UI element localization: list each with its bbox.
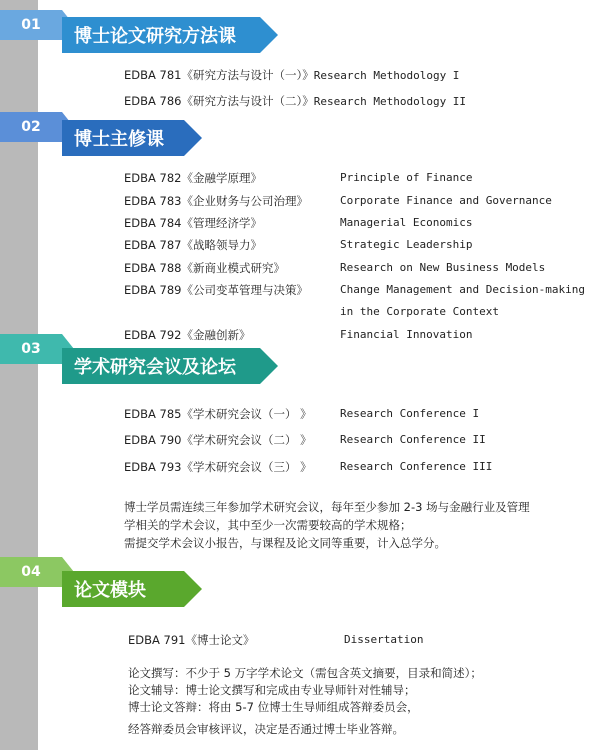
course-en: Change Management and Decision-making xyxy=(340,283,586,296)
course-en: Corporate Finance and Governance xyxy=(340,194,552,207)
paragraph-line: 博士论文答辩：将由 5-7 位博士生导师组成答辩委员会， xyxy=(128,700,419,714)
course-cn: EDBA 785《学术研究会议（一） 》 xyxy=(124,407,312,421)
course-en: Research Conference I xyxy=(340,407,480,420)
course-cn: EDBA 792《金融创新》 xyxy=(124,328,251,342)
course-en-continued: in the Corporate Context xyxy=(340,305,499,318)
course-row xyxy=(124,67,459,83)
course-en: Research on New Business Models xyxy=(340,261,546,274)
section-2-title: 博士主修课 xyxy=(74,129,164,150)
course-en: Research Conference II xyxy=(340,433,486,446)
section-3-title: 学术研究会议及论坛 xyxy=(74,357,236,378)
banner-arrow-icon xyxy=(184,571,202,607)
banner-arrow-icon xyxy=(260,348,278,384)
course-cn: EDBA 782《金融学原理》 xyxy=(124,171,262,185)
section-4-banner xyxy=(62,571,184,607)
banner-arrow-icon xyxy=(184,120,202,156)
course-cn: EDBA 791《博士论文》 xyxy=(128,633,255,647)
section-4-number: 04 xyxy=(21,564,41,580)
section-3-number: 03 xyxy=(21,341,41,357)
paragraph-line: 博士学员需连续三年参加学术研究会议，每年至少参加 2-3 场与金融行业及管理 xyxy=(124,500,530,514)
paragraph-line: 论文辅导：博士论文撰写和完成由专业导师针对性辅导； xyxy=(128,683,416,697)
course-cn: EDBA 786《研究方法与设计（二）》 xyxy=(124,94,314,108)
paragraph-line: 经答辩委员会审核评议，决定是否通过博士毕业答辩。 xyxy=(128,722,404,736)
course-cn: EDBA 783《企业财务与公司治理》 xyxy=(124,194,308,208)
course-en: Research Conference III xyxy=(340,460,493,473)
section-1-number: 01 xyxy=(21,17,41,33)
section-2-number: 02 xyxy=(21,119,41,135)
conference-paragraph xyxy=(124,498,604,552)
dissertation-paragraph xyxy=(128,665,608,738)
course-row xyxy=(124,93,466,109)
paragraph-line: 学相关的学术会议，其中至少一次需要较高的学术规格； xyxy=(124,518,412,532)
course-en: Managerial Economics xyxy=(340,216,473,229)
course-cn: EDBA 787《战略领导力》 xyxy=(124,238,262,252)
course-cn: EDBA 781《研究方法与设计（一）》 xyxy=(124,68,314,82)
paragraph-line: 论文撰写：不少于 5 万字学术论文（需包含英文摘要，目录和简述）； xyxy=(128,666,482,680)
section-1-number-tab xyxy=(0,10,62,40)
course-en: Financial Innovation xyxy=(340,328,473,341)
course-cn: EDBA 790《学术研究会议（二） 》 xyxy=(124,433,312,447)
section-1-banner xyxy=(62,17,260,53)
section-3-number-tab xyxy=(0,334,62,364)
course-en: Dissertation xyxy=(344,633,424,646)
course-en: Strategic Leadership xyxy=(340,238,473,251)
course-cn: EDBA 789《公司变革管理与决策》 xyxy=(124,283,308,297)
section-2-number-tab xyxy=(0,112,62,142)
course-en: Research Methodology I xyxy=(313,69,460,82)
course-en: Research Methodology II xyxy=(313,95,467,108)
banner-arrow-icon xyxy=(260,17,278,53)
course-en: Principle of Finance xyxy=(340,171,473,184)
course-cn: EDBA 793《学术研究会议（三） 》 xyxy=(124,460,312,474)
course-cn: EDBA 788《新商业模式研究》 xyxy=(124,261,285,275)
paragraph-line: 需提交学术会议小报告，与课程及论文同等重要，计入总学分。 xyxy=(124,536,446,550)
section-2-banner xyxy=(62,120,184,156)
section-4-title: 论文模块 xyxy=(74,580,146,601)
section-1-title: 博士论文研究方法课 xyxy=(74,26,236,47)
section-3-banner xyxy=(62,348,260,384)
section-4-number-tab xyxy=(0,557,62,587)
course-cn: EDBA 784《管理经济学》 xyxy=(124,216,262,230)
